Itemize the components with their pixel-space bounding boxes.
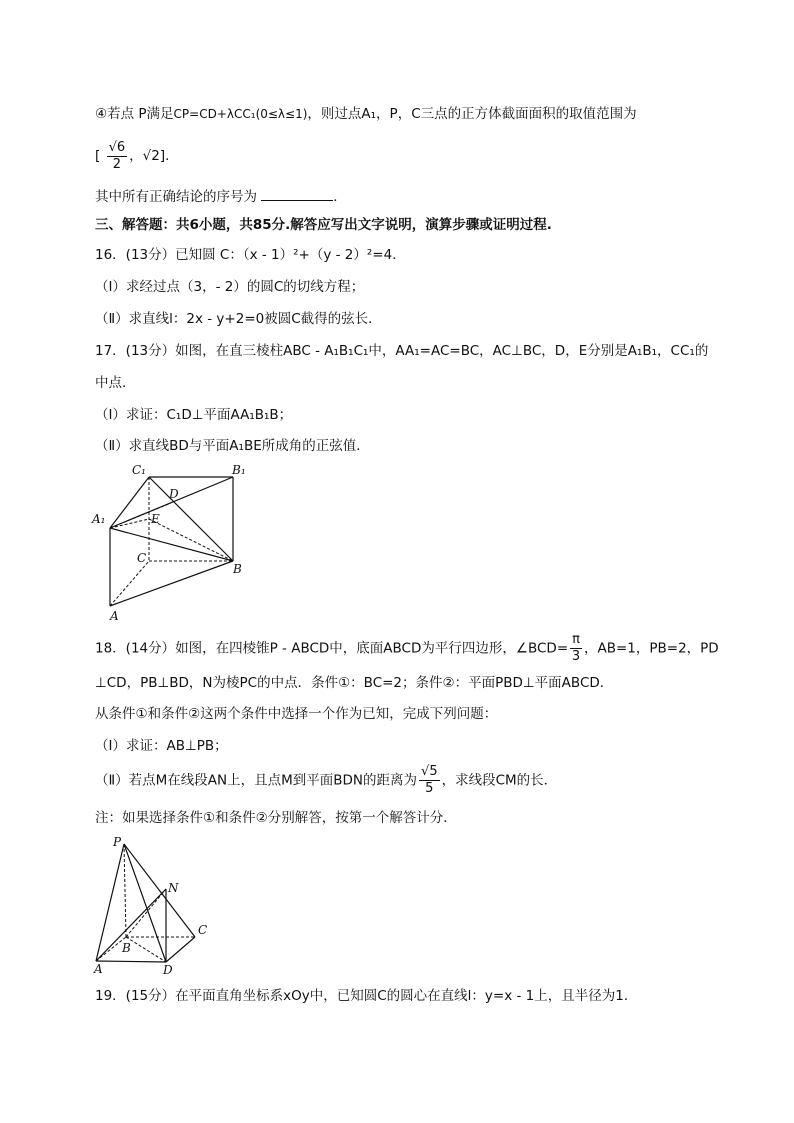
q18-stem-3: 从条件①和条件②这两个条件中选择一个作为已知，完成下列问题：	[95, 706, 498, 722]
answer-blank	[261, 186, 333, 201]
q19-stem: 19．(15分）在平面直角坐标系xOy中，已知圆C的圆心在直线l：y=x - 1上，且半径为1．	[95, 988, 638, 1004]
distance-numerator: √5	[421, 764, 438, 779]
label-e: E	[151, 512, 160, 526]
q17-part-1: （Ⅰ）求证：C₁D⊥平面AA₁B₁B；	[95, 407, 293, 423]
q17-stem: 17．(13分）如图，在直三棱柱ABC - A₁B₁C₁中，AA₁=AC=BC，AC⊥BC，D，E分别是A₁B₁，CC₁的	[95, 343, 709, 359]
label-c1: C₁	[132, 463, 146, 477]
q18-part-2	[95, 764, 557, 797]
angle-numerator: π	[572, 632, 580, 647]
item-4-line	[95, 104, 637, 124]
label-n: N	[168, 881, 179, 895]
range-lower-fraction	[107, 140, 128, 173]
angle-denominator: 3	[571, 649, 581, 664]
label-p: P	[113, 835, 122, 849]
q18-part-2-b: ，求线段CM的长．	[441, 772, 558, 789]
q18-pyramid-figure	[88, 832, 228, 978]
range-close-bracket: ]．	[159, 148, 179, 164]
q16-part-2: （Ⅱ）求直线l：2x - y+2=0被圆C截得的弦长．	[95, 311, 382, 327]
q18-part-2-a: （Ⅱ）若点M在线段AN上，且点M到平面BDN的距离为	[95, 772, 418, 789]
label-a: A	[110, 609, 119, 623]
q18-stem-b: ，AB=1，PB=2，PD	[583, 640, 719, 657]
q16-part-1: （Ⅰ）求经过点（3，- 2）的圆C的切线方程；	[95, 279, 365, 295]
range-lower-denominator: 2	[112, 156, 121, 172]
section-3-heading: 三、解答题：共6小题，共85分.解答应写出文字说明，演算步骤或证明过程.	[95, 217, 552, 233]
q18-stem-a: 18．(14分）如图，在四棱锥P - ABCD中，底面ABCD为平行四边形，∠BCD=	[95, 640, 569, 657]
distance-denominator: 5	[425, 781, 434, 796]
q18-stem-2: ⊥CD，PB⊥BD，N为棱PC的中点．条件①：BC=2；条件②：平面PBD⊥平面ABCD．	[95, 675, 614, 691]
item-4-vector-equation: CP=CD+λCC₁	[173, 107, 256, 121]
q17-part-2: （Ⅱ）求直线BD与平面A₁BE所成角的正弦值．	[95, 438, 370, 454]
answer-blank-prompt: 其中所有正确结论的序号为	[95, 189, 257, 205]
q18-part-1: （Ⅰ）求证：AB⊥PB；	[95, 738, 228, 754]
item-4-range	[95, 138, 179, 174]
label-d: D	[163, 963, 173, 977]
range-upper: √2	[142, 148, 160, 164]
answer-blank-line	[95, 186, 347, 207]
label-c: C	[198, 923, 208, 937]
label-a: A	[94, 962, 103, 976]
answer-blank-end: ．	[333, 189, 347, 205]
angle-fraction	[570, 632, 582, 665]
label-b1: B₁	[232, 463, 246, 477]
item-4-prefix: ④若点 P满足	[95, 106, 174, 122]
q16-stem: 16．(13分）已知圆 C：（x - 1）²+（y - 2）²=4．	[95, 247, 406, 263]
label-d: D	[169, 487, 179, 501]
label-a1: A₁	[92, 512, 106, 526]
range-separator: ，	[129, 148, 143, 164]
item-4-condition: (0≤λ≤1)	[255, 107, 308, 121]
q17-prism-figure	[90, 460, 270, 625]
range-open-bracket: [	[95, 148, 101, 164]
q18-stem	[95, 632, 719, 665]
item-4-suffix: ，则过点A₁，P，C三点的正方体截面面积的取值范围为	[307, 106, 637, 122]
q17-stem-continued: 中点．	[95, 375, 136, 391]
label-b: B	[233, 562, 242, 576]
range-lower-numerator: √6	[108, 139, 126, 155]
label-c: C	[137, 551, 147, 565]
label-b: B	[122, 941, 131, 955]
distance-fraction	[419, 764, 440, 797]
q18-note: 注：如果选择条件①和条件②分别解答，按第一个解答计分．	[95, 810, 457, 826]
